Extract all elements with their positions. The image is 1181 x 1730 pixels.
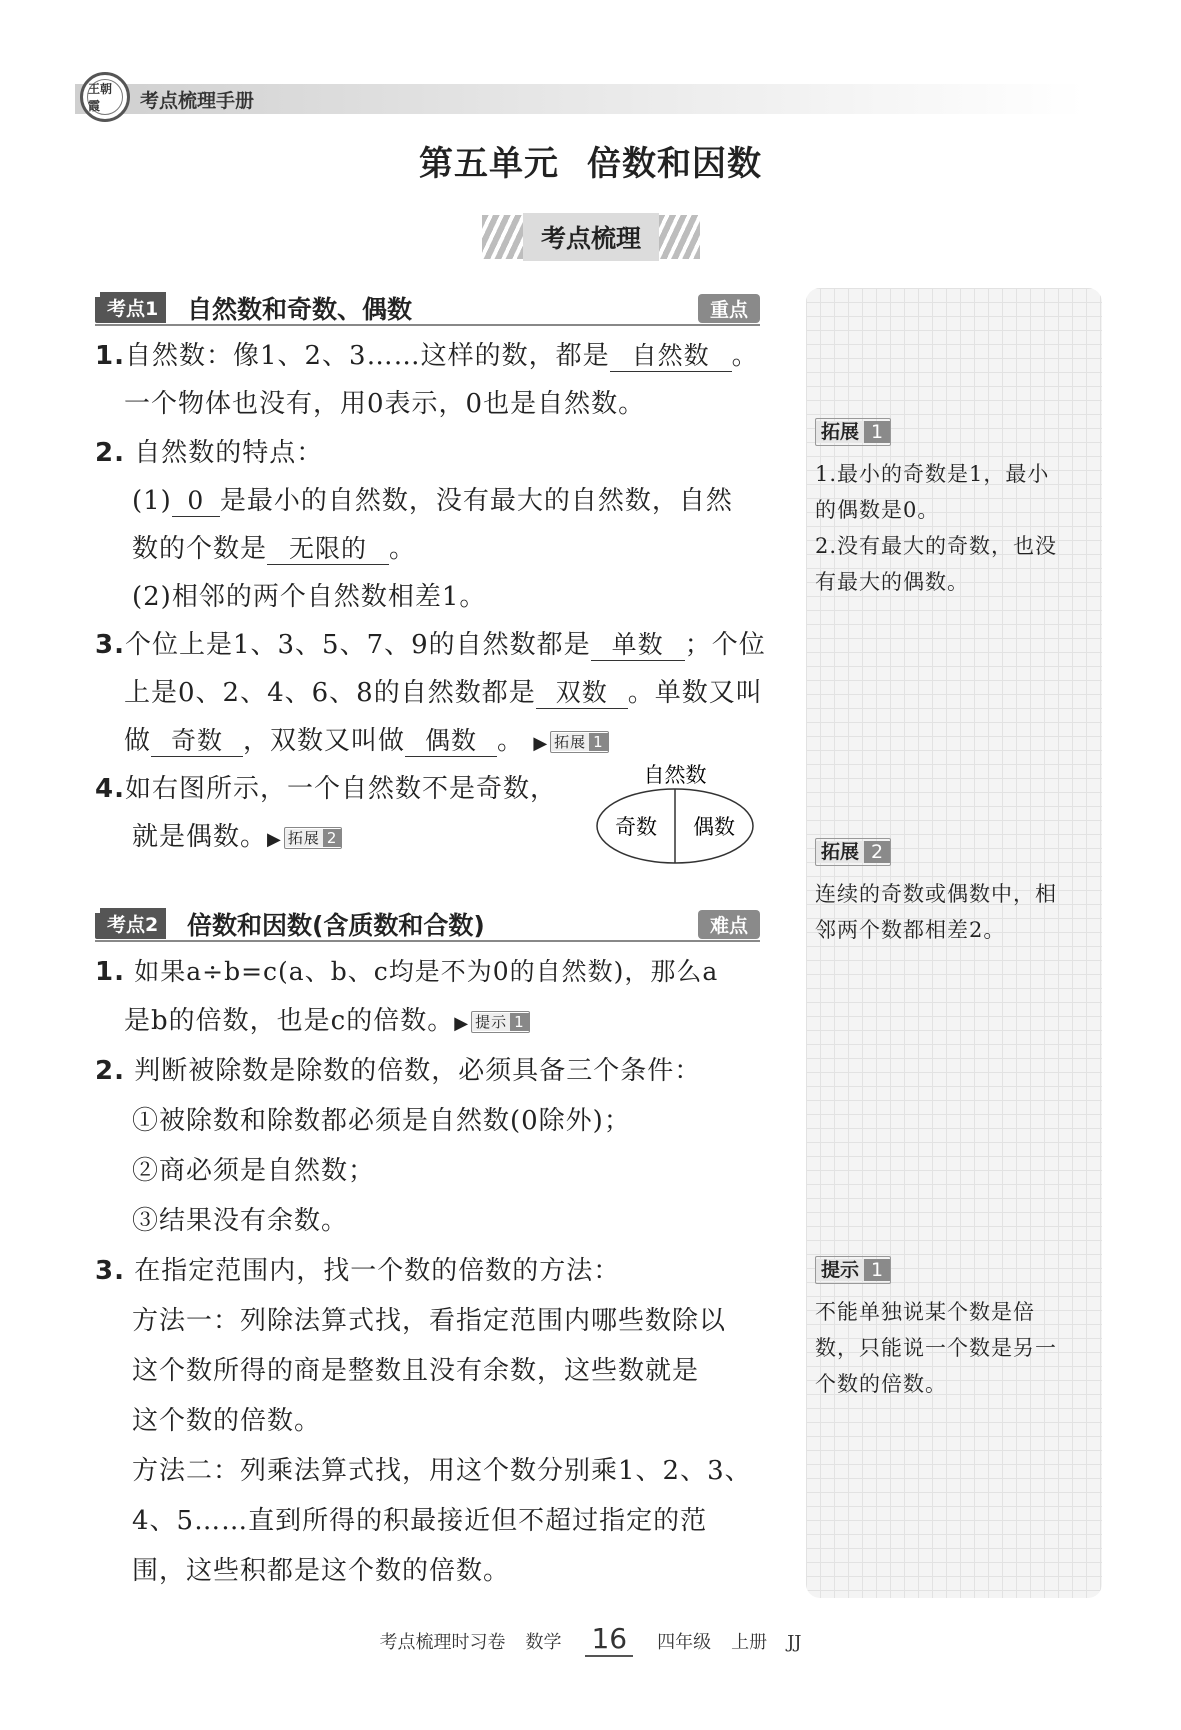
t1-item2-line1: 2. 自然数的特点： [95,438,324,468]
t2-method2-b: 4、5……直到所得的积最接近但不超过指定的范 [132,1506,708,1536]
t1-item2-sub1b: 数的个数是 无限的 。 [132,534,417,564]
ref-chip-kz2[interactable]: 拓展 2 [284,827,343,849]
pointer-arrow-icon: ▶ [454,1013,470,1034]
page-footer [0,1622,1181,1655]
t1-item3-line1: 3.个位上是1、3、5、7、9的自然数都是 单数 ；个位 [95,630,766,660]
sidebar-line: 连续的奇数或偶数中，相 [815,882,1057,906]
pointer-arrow-icon: ▶ [533,733,549,754]
footer-subject: 数学 [525,1632,562,1653]
ref-chip-ts1[interactable]: 提示 1 [471,1011,530,1033]
natural-number-diagram [590,760,760,880]
topic1-tag: 考点1 [95,292,166,323]
page-number: 16 [585,1622,633,1657]
unit-topic: 倍数和因数 [587,144,762,184]
t2-item1-line1: 1. 如果a÷b=c(a、b、c均是不为0的自然数)，那么a [95,957,719,987]
sidebar-tag: 拓展 1 [815,418,891,446]
t2-item2-cond2: ②商必须是自然数； [132,1156,376,1186]
topic1-header [95,290,760,326]
t2-item2-line1: 2. 判断被除数是除数的倍数，必须具备三个条件： [95,1056,702,1086]
answer-blank: 奇数 [151,726,243,757]
t2-item2-cond1: ①被除数和除数都必须是自然数(0除外)； [132,1106,631,1136]
sidebar-tag: 拓展 2 [815,838,891,866]
footer-term: 上册 [731,1632,768,1653]
topic1-title: 自然数和奇数、偶数 [187,295,413,324]
answer-blank: 自然数 [610,341,732,372]
t2-method2-a: 方法二：列乘法算式找，用这个数分别乘1、2、3、 [132,1456,752,1486]
footer-edition: JJ [787,1632,802,1653]
unit-label: 第五单元 [419,144,559,184]
t1-item1-line1: 1.自然数：像1、2、3……这样的数，都是 自然数 。 [95,341,759,371]
book-name: 考点梳理手册 [140,90,255,112]
sidebar-line: 的偶数是0。 [815,498,940,522]
topic2-tag: 考点2 [95,908,166,939]
sidebar-line: 不能单独说某个数是倍 [815,1300,1035,1324]
footer-series: 考点梳理时习卷 [379,1632,506,1653]
logo-text: 王朝霞 [87,79,123,115]
sidebar-box-ts1 [815,1256,1057,1402]
answer-blank: 无限的 [267,534,389,565]
t1-item2-sub2: (2)相邻的两个自然数相差1。 [132,582,487,612]
diagram-left: 奇数 [615,815,657,839]
publisher-logo [80,72,130,122]
topic2-header [95,906,760,942]
ref-chip-kz1[interactable]: 拓展 1 [550,731,609,753]
sidebar-box-kz1 [815,418,1057,600]
t2-method1-a: 方法一：列除法算式找，看指定范围内哪些数除以 [132,1306,727,1336]
footer-grade: 四年级 [657,1632,712,1653]
topic1-badge: 重点 [698,294,760,323]
t2-item2-cond3: ③结果没有余数。 [132,1206,349,1236]
sidebar-line: 数，只能说一个数是另一 [815,1336,1057,1360]
section-banner-label: 考点梳理 [523,213,659,261]
answer-blank: 双数 [536,678,628,709]
sidebar-box-kz2 [815,838,1057,948]
t2-item1-line2: 是b的倍数，也是c的倍数。▶ 提示 1 [124,1006,530,1039]
t1-item2-sub1: (1) 0 是最小的自然数，没有最大的自然数，自然 [132,486,733,516]
t1-item1-line2: 一个物体也没有，用0表示，0也是自然数。 [124,389,646,419]
topic2-badge: 难点 [698,910,760,939]
sidebar-tag: 提示 1 [815,1256,891,1284]
topic2-title: 倍数和因数(含质数和合数) [187,911,485,940]
t2-item3-line1: 3. 在指定范围内，找一个数的倍数的方法： [95,1256,621,1286]
sidebar-line: 邻两个数都相差2。 [815,918,1006,942]
t1-item3-line3: 做 奇数 ，双数又叫做 偶数 。 ▶ 拓展 1 [124,726,609,759]
t1-item3-line2: 上是0、2、4、6、8的自然数都是 双数 。单数又叫 [124,678,763,708]
sidebar-line: 有最大的偶数。 [815,570,969,594]
answer-blank: 单数 [591,630,685,661]
pointer-arrow-icon: ▶ [267,829,282,850]
diagram-title: 自然数 [643,763,707,787]
answer-blank: 0 [172,486,220,517]
sidebar-line: 1.最小的奇数是1，最小 [815,462,1050,486]
section-banner [482,215,700,259]
answer-blank: 偶数 [405,726,497,757]
page-title [0,136,1181,185]
t2-method2-c: 围，这些积都是这个数的倍数。 [132,1556,511,1586]
diagram-right: 偶数 [693,815,735,839]
t1-item4-line2: 就是偶数。▶ 拓展 2 [132,822,342,855]
t2-method1-c: 这个数的倍数。 [132,1406,322,1436]
sidebar-line: 2.没有最大的奇数，也没 [815,534,1058,558]
t2-method1-b: 这个数所得的商是整数且没有余数，这些数就是 [132,1356,700,1386]
sidebar-line: 个数的倍数。 [815,1372,947,1396]
t1-item4-line1: 4.如右图所示，一个自然数不是奇数， [95,774,557,804]
